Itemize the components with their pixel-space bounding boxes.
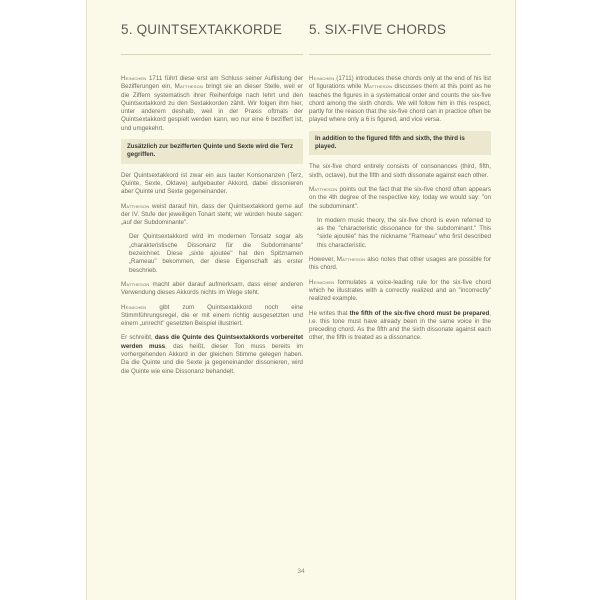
paragraph-text: points out the fact that the six-five chord often appears on the 4th degree of the respective key, today we would say: "on the subdominant". (309, 185, 491, 210)
paragraph (121, 334, 303, 375)
paragraph (121, 281, 303, 298)
author-name: Heinichen (309, 278, 335, 286)
title-rule (309, 54, 491, 55)
german-column (121, 0, 303, 382)
page-number: 34 (297, 568, 305, 575)
english-column (309, 0, 491, 349)
title-rule (121, 54, 303, 55)
paragraph-text: He writes that (309, 309, 350, 317)
author-name: Mattheson (309, 185, 338, 193)
paragraph (121, 203, 303, 228)
author-name: Mattheson (121, 280, 150, 288)
section-title-german: 5. QUINTSEXTAKKORDE (121, 22, 283, 37)
paragraph-text: discusses them at this point as he teaches the figures in a systematical order and counts the six-five chord among the sixth chords. We will follow him in this respect, partly for the reason that the six-five chord can in practice often be played where only a 6 is figured, and vice versa. (309, 83, 491, 124)
author-name: Heinichen (309, 75, 335, 82)
paragraph-text: weist darauf hin, dass der Quintsextakkord gerne auf der IV. Stufe der jeweiligen Tonart steht; wir würden heute sagen: „auf der Subdominante". (121, 202, 303, 227)
rule-box: In addition to the figured fifth and sixth, the third is played. (309, 131, 491, 156)
paragraph: The six-five chord entirely consists of consonances (third, fifth, sixth, octave), but the fifth and sixth dissonate against each other. (309, 163, 491, 179)
paragraph-text: macht aber darauf aufmerksam, dass einer anderen Verwendung dieses Akkords nichts im Wege steht. (121, 280, 303, 297)
paragraph (121, 304, 303, 329)
bold-rule-text: the fifth of the six-five chord must be prepared (349, 309, 490, 317)
paragraph-text: also notes that other usages are possible for this chord. (309, 256, 491, 272)
indented-paragraph: Der Quintsextakkord wird im modernen Tonsatz sogar als „charakteristische Dissonanz für die Subdominante" bezeichnet. Diese „sixte ajoutée" hat den Spitznamen „Rameau" bekommen, der diese Eigenschaft als erster beschrieb. (129, 233, 303, 274)
paragraph (121, 75, 303, 133)
paragraph-text: 1711 führt diese erst am Schluss seiner Auflistung der Bezifferungen ein, (121, 75, 303, 91)
paragraph-text: (1711) introduces these chords only at the end of his list of figurations while (309, 75, 491, 91)
author-name: Mattheson (336, 256, 366, 264)
paragraph-text: , das heißt, dieser Ton muss bereits im vorhergehenden Akkord in der gleichen Stimme gelegen haben. Da die Quinte und die Sexte ja gegeneinander dissonieren, wird die Quinte wie eine Dissonanz behandelt. (121, 342, 304, 375)
paragraph (309, 310, 491, 343)
author-name: Mattheson (121, 202, 150, 210)
author-name: Heinichen (121, 75, 147, 82)
author-name: Mattheson (363, 83, 393, 91)
paragraph-text: formulates a voice-leading rule for the six-five chord which he illustrates with a correctly realized and an "incorrectly" realized example. (309, 278, 491, 303)
bold-rule-text: dass die Quinte des Quintsextakkords vorbereitet werden muss (121, 334, 303, 350)
paragraph: Der Quintsextakkord ist zwar ein aus lauter Konsonanzen (Terz, Quinte, Sexte, Oktave) aufgebauter Akkord, dabei dissonieren aber Quinte und Sexte gegeneinander. (121, 171, 303, 196)
paragraph (309, 256, 491, 273)
paragraph (309, 279, 491, 304)
paragraph (309, 186, 491, 211)
author-name: Mattheson (174, 83, 204, 91)
book-page (86, 0, 516, 600)
paragraph-text: , i.e. this tone must have already been in the same voice in the preceding chord. As the fifth and the sixth dissonate against each other, the fifth is treated as a dissonance. (309, 309, 491, 342)
paragraph-text: Er schreibt, (121, 334, 155, 342)
rule-box: Zusätzlich zur bezifferten Quinte und Sexte wird die Terz gegriffen. (121, 139, 303, 164)
author-name: Heinichen (121, 303, 147, 311)
paragraph (309, 75, 491, 125)
paragraph-text: bringt sie an dieser Stelle, weil er die Ziffern systematisch ihrer Reihenfolge nach lehrt und den Quintsextakkord zu den Sextakkorden zählt. Wir folgen ihm hier, unter anderem deshalb, weil in der Praxis oftmals der Quintsextakkord gespielt werden kann, wo nur eine 6 beziffert ist, und umgekehrt. (121, 83, 303, 132)
paragraph-text: gibt zum Quintsextakkord noch eine Stimmführungsregel, die er mit einem richtig ausgesetzten und einem „unrecht" gesetzten Beispiel illustriert. (121, 303, 303, 328)
section-title-english: 5. SIX-FIVE CHORDS (309, 22, 447, 37)
indented-paragraph: In modern music theory, the six-five chord is even referred to as the "characteristic dissonance for the subdominant." This "sixte ajoutée" has the nickname "Rameau" who first described this characteristic. (317, 216, 491, 249)
paragraph-text: However, (309, 256, 337, 264)
